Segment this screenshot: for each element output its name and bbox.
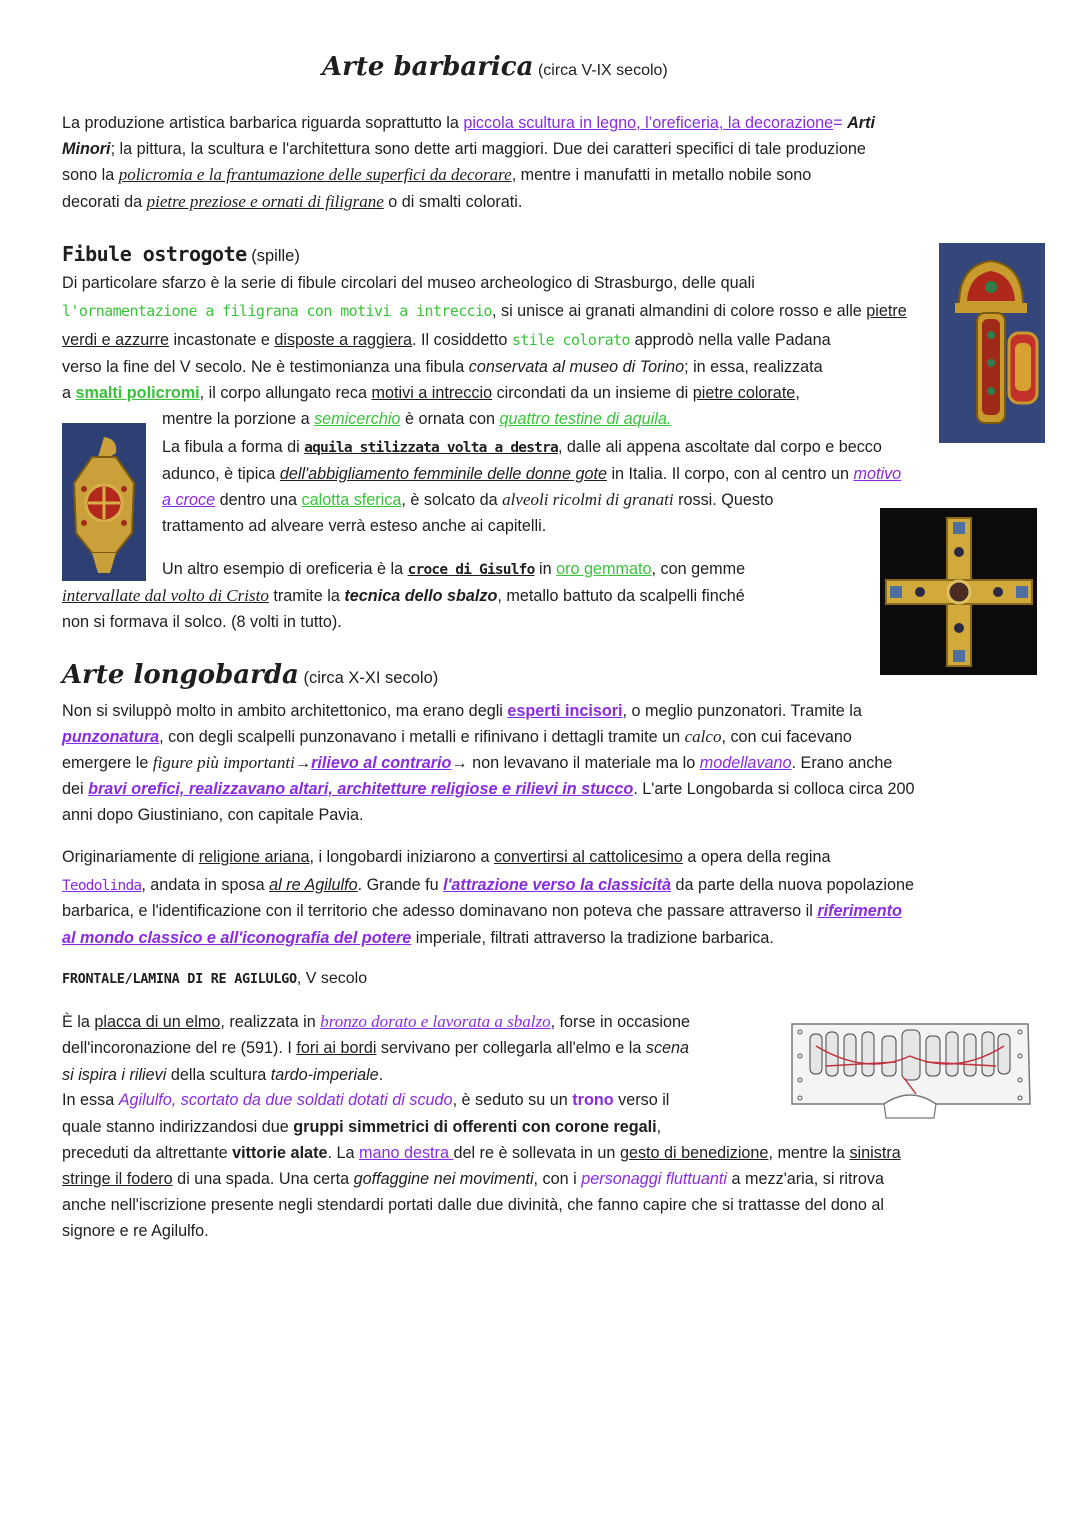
- heading-longobarda: [62, 660, 438, 690]
- fibule-line-13: non si formava il solco. (8 volti in tutto).: [62, 613, 342, 631]
- longobarda-line-5: anni dopo Giustiniano, con capitale Pavia.: [62, 806, 364, 824]
- lamina-agilulfo-image: [786, 1016, 1034, 1120]
- croce-gisulfo-illustration: [880, 508, 1037, 675]
- intro-line-4: decorati da pietre preziose e ornati di filigrane o di smalti colorati.: [62, 192, 523, 211]
- frontale-line-8: anche nell'iscrizione presente negli stendardi portati dalle due divinità, che fanno capire che si trattasse del dono al: [62, 1196, 884, 1214]
- frontale-line-3: si ispira i rilievi della scultura tardo-imperiale.: [62, 1066, 384, 1084]
- title-main: Arte barbarica: [322, 52, 534, 82]
- fibule-line-1: Di particolare sfarzo è la serie di fibule circolari del museo archeologico di Strasburgo, delle quali: [62, 274, 755, 292]
- heading-longobarda-sub: (circa X-XI secolo): [298, 669, 439, 687]
- frontale-line-9: signore e re Agilulfo.: [62, 1222, 209, 1240]
- intro-line-1: La produzione artistica barbarica riguarda soprattutto la piccola scultura in legno, l’oreficeria, la decorazione= Arti: [62, 114, 875, 132]
- frontale-line-5: quale stanno indirizzandosi due gruppi simmetrici di offerenti con corone regali,: [62, 1118, 662, 1136]
- fibula-ostrogota-illustration: [939, 243, 1045, 443]
- croce-gisulfo-image: [880, 508, 1037, 675]
- title-period: (circa V-IX secolo): [537, 62, 668, 79]
- longobarda-p2-line-4: al mondo classico e all'iconografia del potere imperiale, filtrati attraverso la tradizione barbarica.: [62, 929, 774, 947]
- fibule-line-10: trattamento ad alveare verrà esteso anche ai capitelli.: [162, 517, 547, 535]
- fibule-line-4: verso la fine del V secolo. Ne è testimonianza una fibula conservata al museo di Torino; in essa, realizzata: [62, 358, 823, 376]
- heading-frontale: [62, 970, 367, 988]
- intro-line-3: sono la policromia e la frantumazione delle superfici da decorare, mentre i manufatti in metallo nobile sono: [62, 165, 812, 184]
- fibule-line-11: Un altro esempio di oreficeria è la croce di Gisulfo in oro gemmato, con gemme: [162, 560, 746, 578]
- lamina-agilulfo-illustration: [786, 1016, 1034, 1120]
- longobarda-line-3: emergere le figure più importanti→rilievo al contrario→ non levavano il materiale ma lo modellavano. Erano anche: [62, 753, 893, 772]
- heading-longobarda-text: Arte longobarda: [62, 660, 299, 690]
- heading-fibule: [62, 242, 300, 266]
- frontale-line-1: È la placca di un elmo, realizzata in bronzo dorato e lavorata a sbalzo, forse in occasione: [62, 1012, 691, 1031]
- frontale-line-6: preceduti da altrettante vittorie alate. La mano destra del re è sollevata in un gesto di benedizione, mentre la sinistra: [62, 1144, 901, 1162]
- intro-line-2: Minori; la pittura, la scultura e l'architettura sono dette arti maggiori. Due dei caratteri specifici di tale produzione: [62, 140, 866, 158]
- fibule-line-7: La fibula a forma di aquila stilizzata volta a destra, dalle ali appena ascoltate dal corpo e becco: [162, 438, 882, 456]
- frontale-line-7: stringe il fodero di una spada. Una certa goffaggine nei movimenti, con i personaggi fluttuanti a mezz'aria, si ritrova: [62, 1170, 884, 1188]
- fibule-line-8: adunco, è tipica dell'abbigliamento femminile delle donne gote in Italia. Il corpo, con al centro un motivo: [162, 465, 902, 483]
- longobarda-p2-line-3: barbarica, e l'identificazione con il territorio che adesso dominavano non poteva che passare attraverso il riferimento: [62, 902, 902, 920]
- fibule-line-3: verdi e azzurre incastonate e disposte a raggiera. Il cosiddetto stile colorato approdò nella valle Padana: [62, 331, 831, 349]
- frontale-line-2: dell'incoronazione del re (591). I fori ai bordi servivano per collegarla all'elmo e la scena: [62, 1039, 690, 1057]
- heading-fibule-text: Fibule ostrogote: [62, 242, 247, 266]
- page-title: [322, 52, 668, 82]
- fibule-line-6: mentre la porzione a semicerchio è ornata con quattro testine di aquila.: [162, 410, 672, 428]
- heading-frontale-text: FRONTALE/LAMINA DI RE AGILULGO: [62, 971, 297, 987]
- longobarda-line-1: Non si sviluppò molto in ambito architettonico, ma erano degli esperti incisori, o meglio punzonatori. Tramite la: [62, 702, 862, 720]
- frontale-line-4: In essa Agilulfo, scortato da due soldati dotati di scudo, è seduto su un trono verso il: [62, 1091, 670, 1109]
- longobarda-line-4: dei bravi orefici, realizzavano altari, architetture religiose e rilievi in stucco. L'arte Longobarda si colloca circa 200: [62, 780, 915, 798]
- longobarda-p2-line-2: Teodolinda, andata in sposa al re Agilulfo. Grande fu l'attrazione verso la classicità da parte della nuova popolazione: [62, 876, 914, 894]
- fibula-aquila-image: [62, 423, 146, 581]
- longobarda-p2-line-1: Originariamente di religione ariana, i longobardi iniziarono a convertirsi al cattolicesimo a opera della regina: [62, 848, 831, 866]
- fibule-line-9: a croce dentro una calotta sferica, è solcato da alveoli ricolmi di granati rossi. Questo: [162, 490, 774, 509]
- longobarda-line-2: punzonatura, con degli scalpelli punzonavano i metalli e rifinivano i dettagli tramite un calco, con cui facevano: [62, 727, 852, 746]
- fibule-line-2: l'ornamentazione a filigrana con motivi a intreccio, si unisce ai granati almandini di colore rosso e alle pietre: [62, 302, 907, 320]
- fibula-ostrogota-image: [939, 243, 1045, 443]
- fibule-line-5: a smalti policromi, il corpo allungato reca motivi a intreccio circondati da un insieme di pietre colorate,: [62, 384, 800, 402]
- fibule-line-12: intervallate dal volto di Cristo tramite la tecnica dello sbalzo, metallo battuto da scalpelli finché: [62, 586, 745, 605]
- heading-frontale-sub: , V secolo: [296, 970, 368, 987]
- fibula-aquila-illustration: [62, 423, 146, 581]
- heading-fibule-sub: (spille): [246, 247, 300, 265]
